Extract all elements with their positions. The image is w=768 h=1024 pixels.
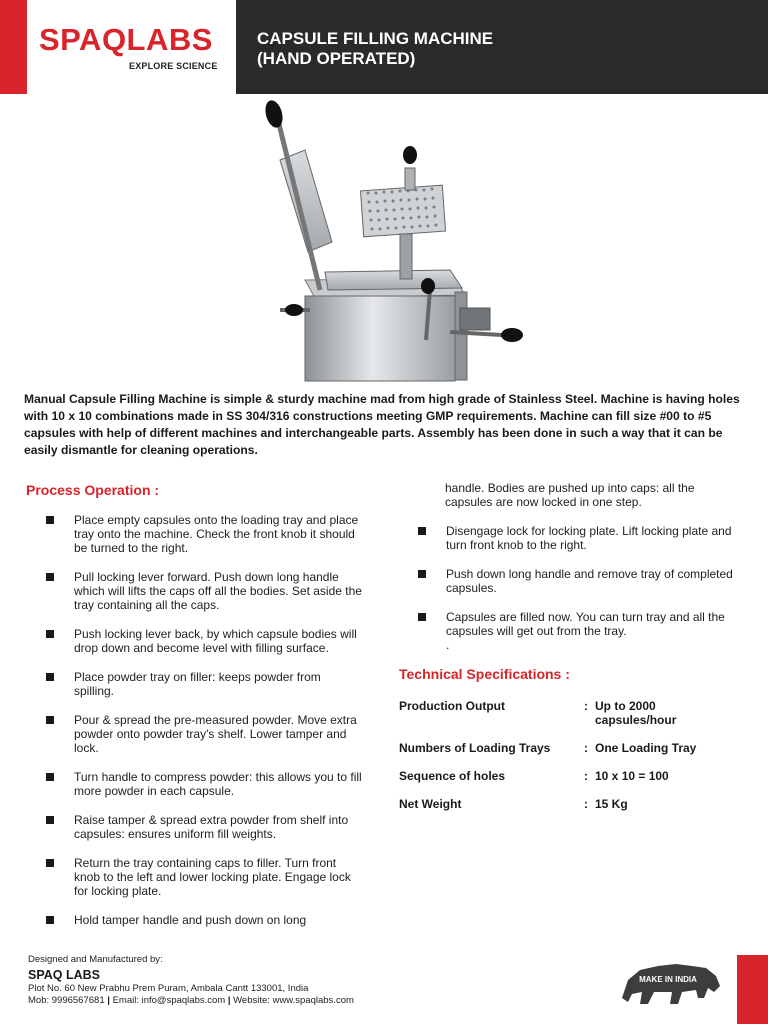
footer-company-name: SPAQ LABS (28, 968, 100, 982)
mob-number: 9996567681 (51, 995, 105, 1006)
list-item (418, 524, 738, 552)
list-item (418, 610, 738, 652)
list-item (46, 513, 362, 555)
title-line-1: CAPSULE FILLING MACHINE (257, 29, 494, 48)
website-link[interactable]: www.spaqlabs.com (272, 995, 354, 1006)
step-text: Disengage lock for locking plate. Lift locking plate and turn front knob to the right. (446, 524, 732, 552)
step-text: Push locking lever back, by which capsule bodies will drop down and become level with filling surface. (74, 627, 357, 655)
spec-label: Production Output (399, 699, 505, 713)
footer-address: Plot No. 60 New Prabhu Prem Puram, Ambala Cantt 133001, India (28, 983, 309, 994)
square-bullet-icon (46, 916, 54, 924)
list-item (46, 856, 362, 898)
step-text: Raise tamper & spread extra powder from shelf into capsules: ensures uniform fill weights. (74, 813, 349, 841)
email-link[interactable]: info@spaqlabs.com (141, 995, 226, 1006)
step-text: Capsules are filled now. You can turn tray and all the capsules will get out from the tray. . (446, 610, 725, 652)
square-bullet-icon (418, 570, 426, 578)
header (0, 0, 768, 94)
spec-colon: : (584, 741, 588, 755)
list-item (46, 670, 362, 698)
capsule-filling-machine-icon (250, 100, 540, 385)
page-title (257, 29, 493, 69)
make-in-india-text: MAKE IN INDIA (639, 975, 697, 984)
list-item (46, 913, 362, 927)
step-text: Push down long handle and remove tray of completed capsules. (446, 567, 733, 595)
square-bullet-icon (46, 859, 54, 867)
square-bullet-icon (46, 630, 54, 638)
square-bullet-icon (46, 773, 54, 781)
spec-label: Net Weight (399, 797, 462, 811)
square-bullet-icon (46, 573, 54, 581)
company-logo: SPAQLABS (39, 22, 213, 57)
list-item (46, 770, 362, 798)
process-steps-right (418, 524, 738, 667)
process-operation-heading: Process Operation : (26, 482, 160, 498)
step-text: Pull locking lever forward. Push down long handle which will lifts the caps off all the bodies. Set aside the tray containing all the caps. (74, 570, 362, 612)
step-continuation: handle. Bodies are pushed up into caps: all the capsules are now locked in one step. (445, 481, 695, 509)
process-steps-left (46, 513, 362, 942)
spec-colon: : (584, 797, 588, 811)
list-item (46, 570, 362, 612)
footer-contact: Mob: 9996567681 | Email: info@spaqlabs.com | Website: www.spaqlabs.com (28, 995, 354, 1006)
spec-label: Sequence of holes (399, 769, 506, 783)
lion-icon (618, 958, 722, 1006)
title-line-2: (HAND OPERATED) (257, 49, 416, 68)
square-bullet-icon (46, 816, 54, 824)
footer-red-block (737, 955, 768, 1024)
square-bullet-icon (46, 673, 54, 681)
square-bullet-icon (418, 613, 426, 621)
square-bullet-icon (46, 716, 54, 724)
square-bullet-icon (46, 516, 54, 524)
technical-specifications-heading: Technical Specifications : (399, 666, 570, 682)
spec-colon: : (584, 769, 588, 783)
spec-value: 10 x 10 = 100 (595, 769, 669, 783)
square-bullet-icon (418, 527, 426, 535)
logo-tagline: EXPLORE SCIENCE (129, 61, 218, 71)
title-band (236, 0, 768, 94)
website-label: Website: (233, 995, 270, 1006)
intro-paragraph: Manual Capsule Filling Machine is simple & sturdy machine mad from high grade of Stainless Steel. Machine is having holes with 10 x 10 combinations made in SS 304/316 constructions meeting GMP requirements. Machine can fill size #00 to #5 capsules with help of different machines and interchangeable parts. Assembly has been done in such a way that it can be easily dismantle for cleaning operations. (24, 392, 740, 457)
list-item (46, 813, 362, 841)
step-text: Return the tray containing caps to filler. Turn front knob to the left and lower locking plate. Engage lock for locking plate. (74, 856, 351, 898)
header-red-strip (0, 0, 27, 94)
spec-label: Numbers of Loading Trays (399, 741, 551, 755)
mob-label: Mob: (28, 995, 50, 1006)
spec-value: Up to 2000 capsules/hour (595, 699, 677, 727)
designed-by-label: Designed and Manufactured by: (28, 954, 163, 965)
email-label: Email: (112, 995, 139, 1006)
list-item (46, 627, 362, 655)
step-text: Turn handle to compress powder: this allows you to fill more powder in each capsule. (74, 770, 362, 798)
spec-colon: : (584, 699, 588, 713)
spec-value: One Loading Tray (595, 741, 697, 755)
step-text: Pour & spread the pre-measured powder. Move extra powder onto powder tray's shelf. Lower tamper and lock. (74, 713, 357, 755)
step-text: Place empty capsules onto the loading tray and place tray onto the machine. Check the front knob it should be turned to the right. (74, 513, 359, 555)
spec-row (399, 699, 744, 729)
step-text: Hold tamper handle and push down on long (74, 913, 307, 927)
list-item (46, 713, 362, 755)
step-text: Place powder tray on filler: keeps powder from spilling. (74, 670, 321, 698)
spec-value: 15 Kg (595, 797, 628, 811)
list-item (418, 567, 738, 595)
